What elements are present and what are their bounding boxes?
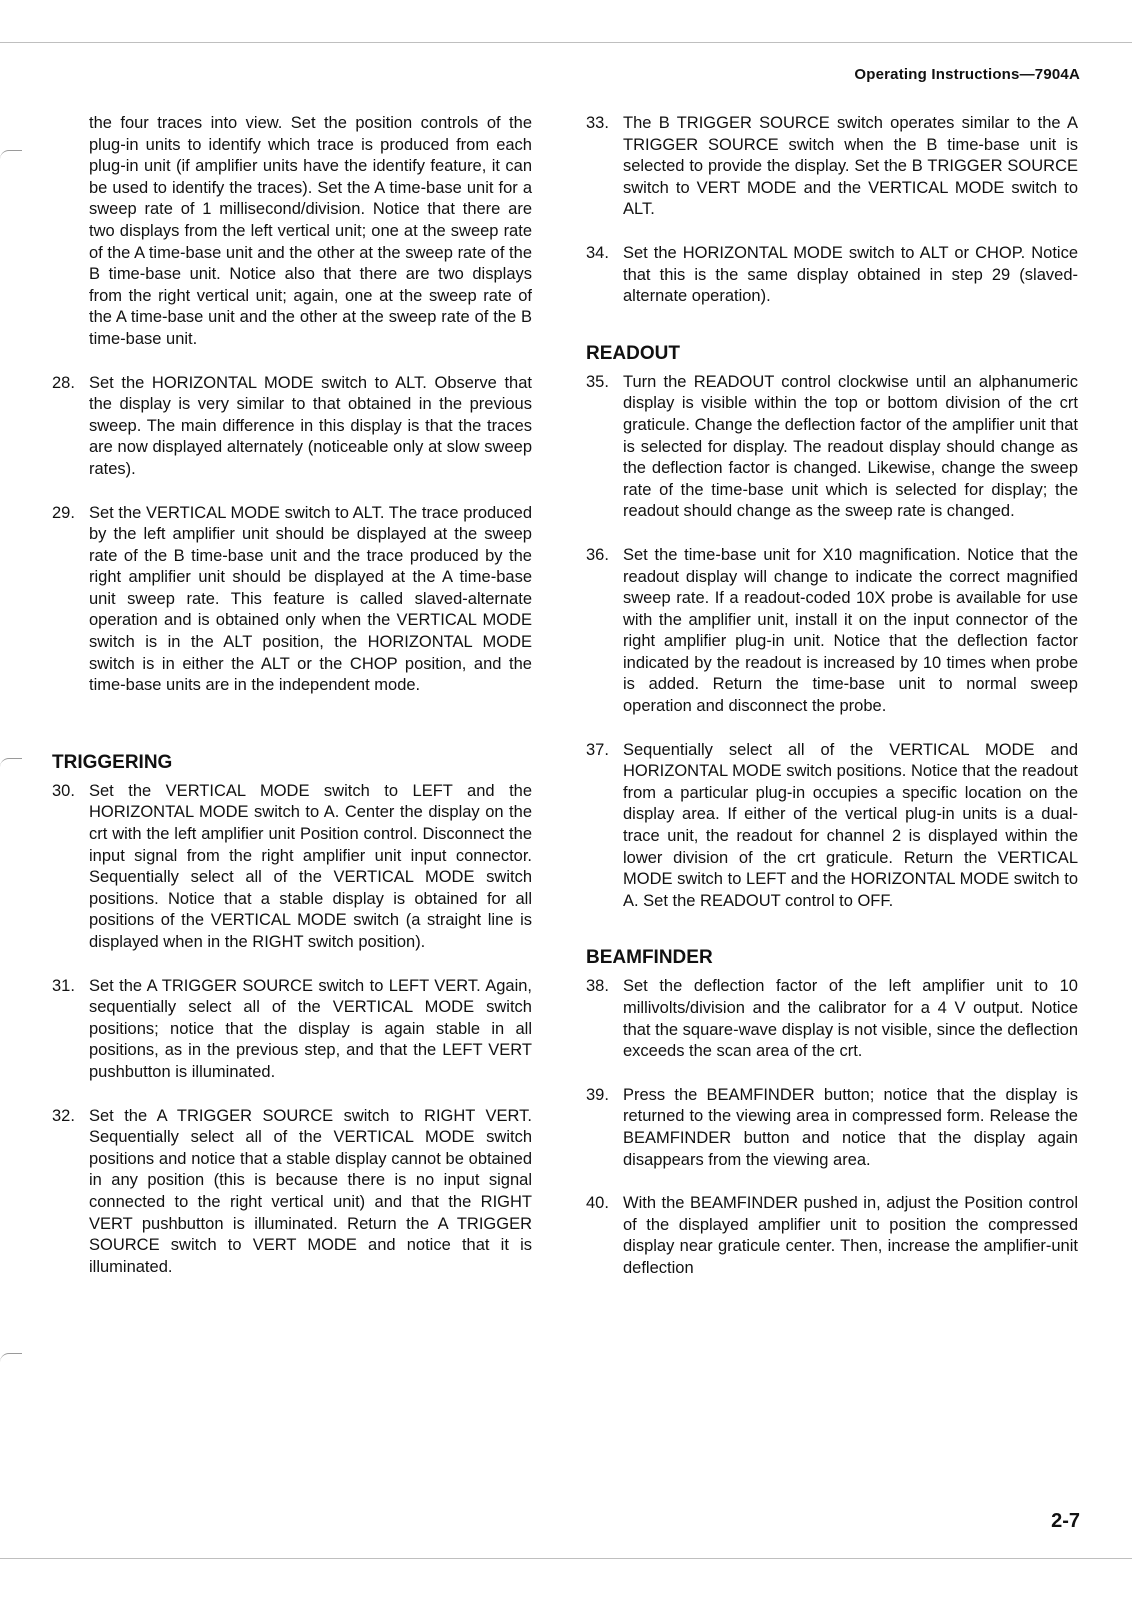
step-text: Turn the READOUT control clockwise until an alphanumeric display is visible within the top or bottom division of the crt graticule. Change the deflection factor of the amplifier unit that is selected for display. The readout display should change as the deflection factor is changed. Likewise, change the sweep rate of the time-base unit which is selected for display; the readout should change as the sweep rate is changed.	[623, 372, 1078, 521]
step-text: Press the BEAMFINDER button; notice that the display is returned to the viewing area in compressed form. Release the BEAMFINDER button and notice that the display again disappears from the viewing area.	[623, 1085, 1078, 1169]
step-36	[586, 545, 1078, 718]
step-39	[586, 1085, 1078, 1171]
beamfinder-heading: BEAMFINDER	[586, 947, 713, 969]
bottom-rule	[0, 1558, 1132, 1559]
step-38	[586, 976, 1078, 1062]
step-number: 29.	[52, 503, 75, 522]
step-number: 34.	[586, 243, 609, 262]
step-31	[52, 976, 532, 1084]
right-column	[586, 113, 1078, 1280]
step-number: 35.	[586, 372, 609, 391]
step-text: Set the HORIZONTAL MODE switch to ALT. Observe that the display is very similar to that obtained in the previous sweep. The main difference in this display is that the traces are now displayed alternately (noticeable only at slow sweep rates).	[89, 373, 532, 478]
continuation-paragraph: the four traces into view. Set the position controls of the plug-in units to identify which trace is produced from each plug-in unit (if amplifier units have the identify feature, it can be used to identify the traces). Set the A time-base unit for a sweep rate of 1 millisecond/division. Notice that there are two displays from the left vertical unit; one at the sweep rate of the A time-base unit and the other at the sweep rate of the B time-base unit. Notice also that there are two displays from the right vertical unit; again, one at the sweep rate of the A time-base unit and the other at the sweep rate of the B time-base unit.	[89, 114, 532, 348]
step-text: With the BEAMFINDER pushed in, adjust the Position control of the displayed amplifier unit to position the compressed display near graticule center. Then, increase the amplifier-unit deflection	[623, 1194, 1078, 1277]
step-32	[52, 1106, 532, 1279]
step-number: 33.	[586, 114, 609, 132]
step-number: 30.	[52, 781, 75, 800]
step-33	[586, 113, 1078, 221]
step-34	[586, 243, 1078, 308]
step-number: 39.	[586, 1085, 609, 1104]
step-number: 31.	[52, 976, 75, 995]
step-text: Set the time-base unit for X10 magnification. Notice that the readout display will change to indicate the correct magnified sweep rate. If a readout-coded 10X probe is available for use with the amplifier unit, install it on the input connector of the right amplifier plug-in unit. Notice that the deflection factor indicated by the readout is increased by 10 times when probe is added. Return the time-base unit to normal sweep operation and disconnect the probe.	[623, 545, 1078, 716]
binding-mark	[0, 1353, 22, 1362]
step-number: 40.	[586, 1194, 609, 1213]
top-rule	[0, 42, 1132, 43]
page-number: 2-7	[1051, 1510, 1080, 1532]
step-29	[52, 503, 532, 697]
step-number: 37.	[586, 740, 609, 759]
binding-mark	[0, 150, 22, 159]
step-text: Set the deflection factor of the left amplifier unit to 10 millivolts/division and the calibrator for a 4 V output. Notice that the square-wave display is not visible, since the deflection exceeds the scan area of the crt.	[623, 977, 1078, 1061]
step-text: Sequentially select all of the VERTICAL MODE and HORIZONTAL MODE switch positions. Notice that the readout from a particular plug-in occupies a specific location on the display area. If either of the vertical plug-in units is a dual-trace unit, the readout for channel 2 is displayed within the lower division of the crt graticule. Return the VERTICAL MODE switch to LEFT and the HORIZONTAL MODE switch to A. Set the READOUT control to OFF.	[623, 740, 1078, 910]
step-text: Set the A TRIGGER SOURCE switch to LEFT VERT. Again, sequentially select all of the VERTICAL MODE switch positions; notice that the display is again stable in all positions, as in the previous step, and that the LEFT VERT pushbutton is illuminated.	[89, 976, 532, 1081]
step-text: The B TRIGGER SOURCE switch operates similar to the A TRIGGER SOURCE switch when the B time-base unit is selected to provide the display. Set the B TRIGGER SOURCE switch to VERT MODE and the VERTICAL MODE switch to ALT.	[623, 114, 1078, 219]
step-number: 28.	[52, 373, 75, 392]
step-number: 36.	[586, 545, 609, 564]
running-head: Operating Instructions—7904A	[854, 66, 1080, 83]
step-37	[586, 740, 1078, 913]
readout-heading: READOUT	[586, 342, 680, 364]
binding-mark	[0, 758, 22, 767]
step-35	[586, 372, 1078, 523]
step-number: 32.	[52, 1106, 75, 1125]
step-text: Set the A TRIGGER SOURCE switch to RIGHT VERT. Sequentially select all of the VERTICAL MODE switch positions and notice that a stable display cannot be obtained in any position (this is because there is no input signal connected to the right vertical unit) and that the RIGHT VERT pushbutton is illuminated. Return the A TRIGGER SOURCE switch to VERT MODE and notice that it is illuminated.	[89, 1106, 532, 1276]
step-40	[586, 1193, 1078, 1279]
step-28	[52, 373, 532, 481]
left-column	[52, 113, 532, 1278]
step-text: Set the VERTICAL MODE switch to LEFT and the HORIZONTAL MODE switch to A. Center the display on the crt with the left amplifier unit Position control. Disconnect the input signal from the right amplifier unit input connector. Sequentially select all of the VERTICAL MODE switch positions. Notice that a stable display is obtained for all positions of the VERTICAL MODE switch (a straight line is displayed when in the RIGHT switch position).	[89, 781, 532, 951]
step-text: Set the HORIZONTAL MODE switch to ALT or CHOP. Notice that this is the same display obtained in step 29 (slaved-alternate operation).	[623, 243, 1078, 306]
triggering-heading: TRIGGERING	[52, 751, 173, 773]
step-30	[52, 781, 532, 954]
step-text: Set the VERTICAL MODE switch to ALT. The trace produced by the left amplifier unit should be displayed at the sweep rate of the B time-base unit and the trace produced by the right amplifier unit should be displayed at the A time-base unit sweep rate. This feature is called slaved-alternate operation and is obtained only when the VERTICAL MODE switch is in the ALT position, the HORIZONTAL MODE switch is in either the ALT or the CHOP position, and the time-base units are in the independent mode.	[89, 503, 532, 695]
step-number: 38.	[586, 977, 609, 996]
